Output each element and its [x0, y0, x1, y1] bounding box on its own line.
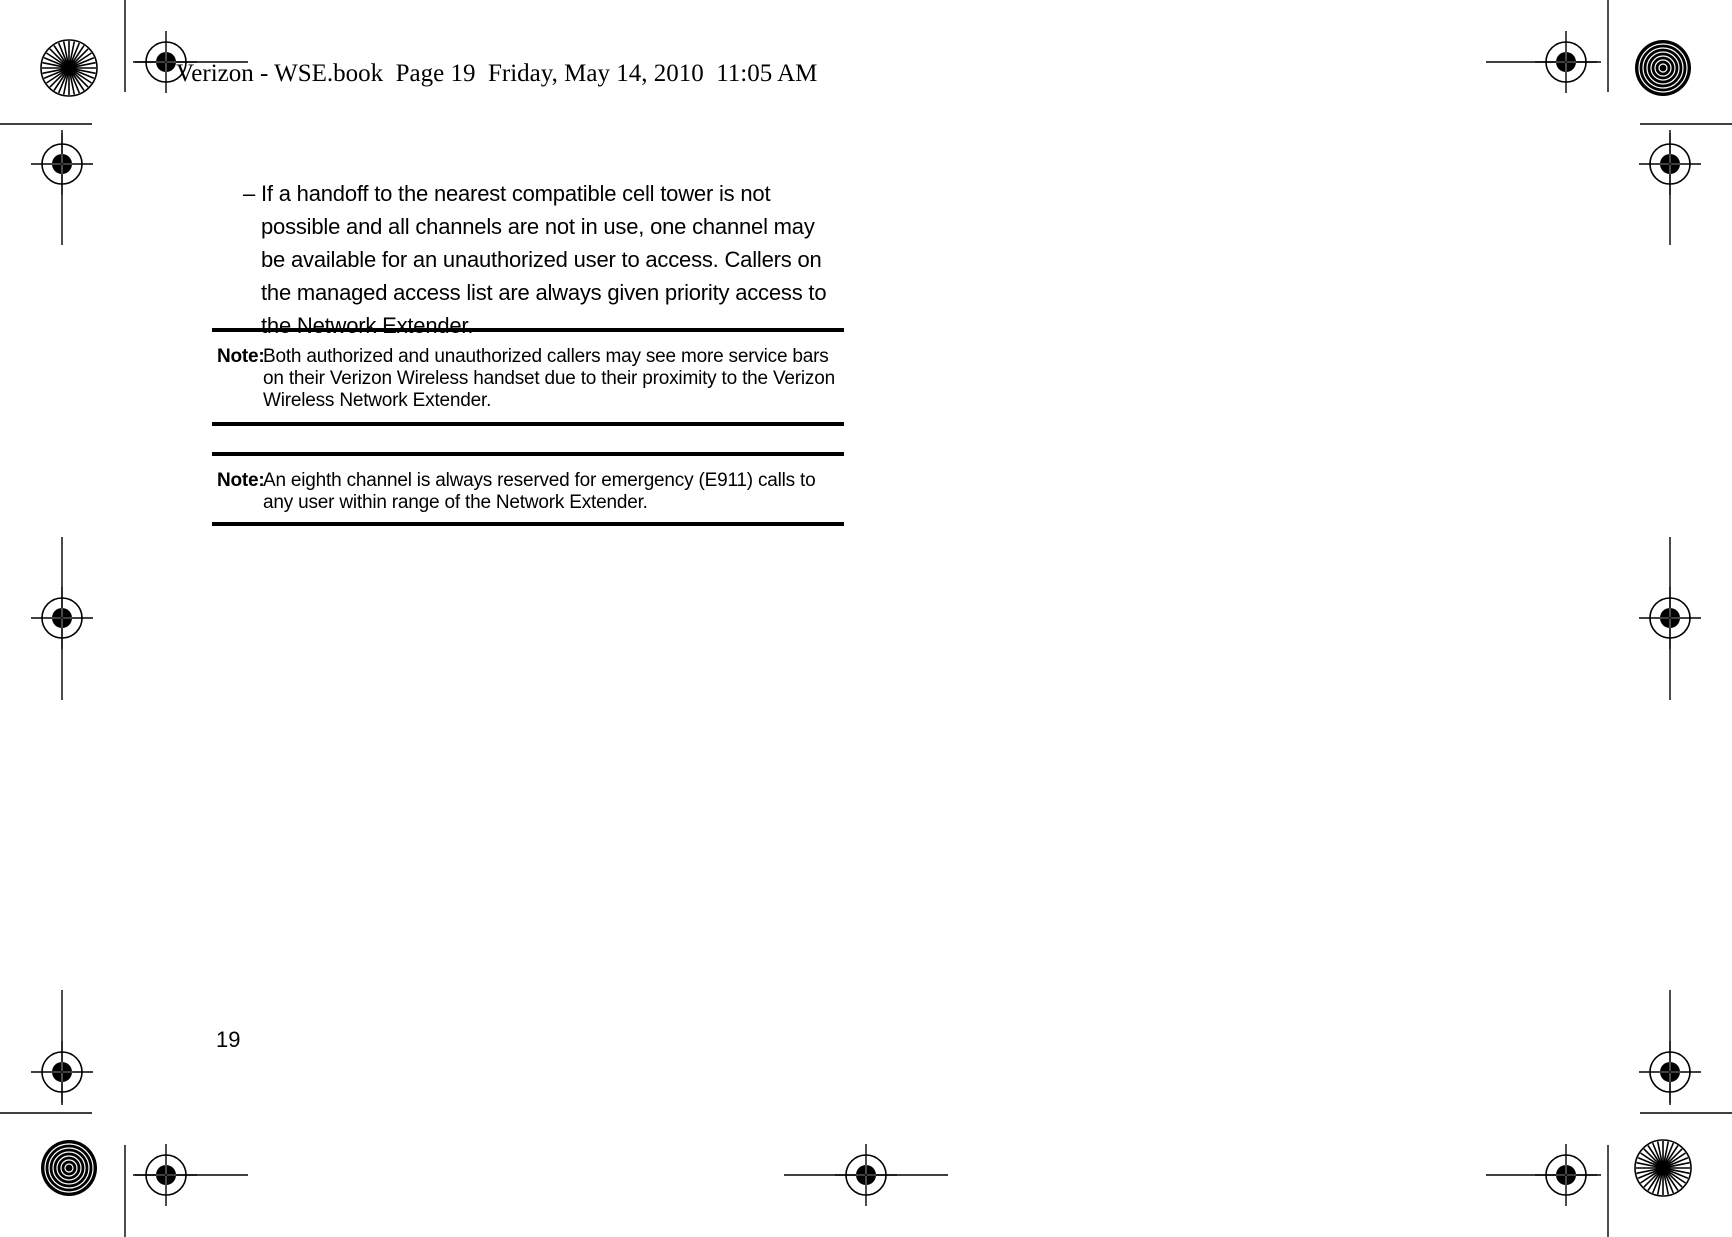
registration-mark-icon [31, 1041, 93, 1103]
registration-mark-icon [1535, 1144, 1597, 1206]
registration-mark-icon [1639, 1041, 1701, 1103]
registration-mark-icon [135, 31, 197, 93]
ring-target-icon [1635, 40, 1691, 96]
registration-mark-icon [135, 1144, 197, 1206]
registration-mark-icon [835, 1144, 897, 1206]
star-target-icon [1635, 1140, 1691, 1196]
bullet-dash: – [243, 181, 256, 206]
print-slug: Verizon - WSE.book Page 19 Friday, May 14, 2010 11:05 AM [176, 60, 818, 87]
ring-target-icon [41, 1140, 97, 1196]
star-target-icon [41, 40, 97, 96]
registration-mark-icon [1639, 133, 1701, 195]
note-label: Note: [217, 470, 265, 491]
note-text: An eighth channel is always reserved for emergency (E911) calls to any user within range of the Network Extender. [263, 470, 816, 513]
registration-mark-icon [31, 133, 93, 195]
bullet-text: If a handoff to the nearest compatible cell tower is not possible and all channels are not in use, one channel may be available for an unauthorized user to access. Callers on the managed access list are always given priority access to the Network Extender. [261, 181, 827, 338]
page-number: 19 [216, 1027, 241, 1052]
registration-mark-icon [1639, 587, 1701, 649]
registration-mark-icon [31, 587, 93, 649]
note-label: Note: [217, 346, 265, 367]
note-text: Both authorized and unauthorized callers may see more service bars on their Verizon Wireless handset due to their proximity to the Verizon Wireless Network Extender. [263, 346, 835, 411]
registration-mark-icon [1535, 31, 1597, 93]
